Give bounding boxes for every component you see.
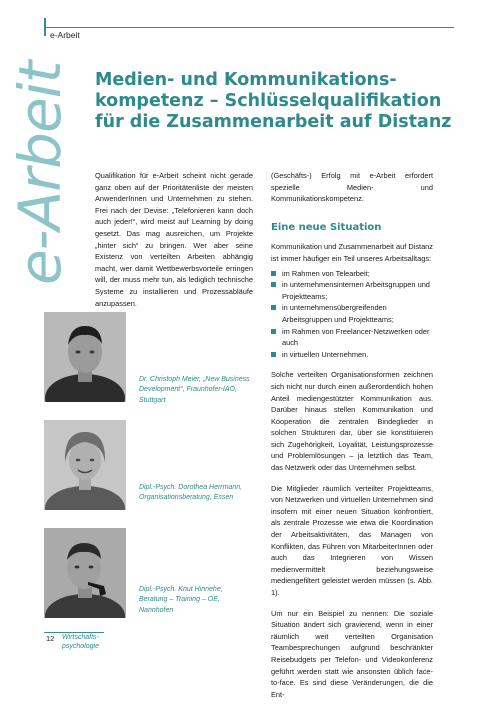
portrait-image — [44, 312, 126, 402]
author-photo-hinnehe — [44, 528, 126, 618]
intro-continuation: (Geschäfts-) Erfolg mit e-Arbeit erfordert spezielle Medien- und Kommunikationskompetenz. — [271, 171, 433, 204]
section-label: e-Arbeit — [50, 30, 80, 40]
journal-name — [62, 634, 99, 651]
left-column — [95, 170, 253, 309]
intro-paragraph: Qualifikation für e-Arbeit scheint nicht gerade ganz oben auf der Prioritätenliste der meisten AnwenderInnen und Unternehmen zu stehen. Frei nach der Devise: „Telefonieren kann doch auch jeder!“, wird meist auf Learning by doing gesetzt. Das mag ausreichen, um Projekte „hinter sich“ zu bringen. Wer aber seine Existenz von verteilten Arbeiten abhängig macht, wer damit Wettbewerbsvorteile erringen will, der muss mehr tun, als lediglich technische Systeme zu installieren und Prozessabläufe anzupassen. — [95, 171, 253, 308]
bullet-item: in unternehmensinternen Arbeitsgruppen und Projektteams; — [271, 279, 433, 302]
author-caption: Dr. Christoph Meier, „New Business Development“, Fraunhofer-IAO, Stuttgart — [139, 376, 250, 404]
portrait-image — [44, 528, 126, 618]
bullet-item: im Rahmen von Telearbeit; — [271, 268, 433, 280]
bullet-item: in virtuellen Unternehmen. — [271, 349, 433, 361]
footer-rule — [44, 632, 104, 633]
author-photo-herrmann — [44, 420, 126, 510]
right-column — [271, 170, 433, 700]
situation-paragraph: Kommunikation und Zusammenarbeit auf Distanz ist immer häufiger ein Teil unseres Arbeitsalltags: — [271, 242, 433, 263]
example-paragraph: Um nur ein Beispiel zu nennen: Die soziale Situation ändert sich gravierend, wenn in einer räumlich weit verteilten Organisation Teambesprechungen aufgrund beschränkter Reisebudgets per Telefon- und Videokonferenz geführt werden statt wie ansonsten üblich face-to-face. Es sind diese Veränderungen, die die Ent- — [271, 608, 433, 699]
author-caption: Dipl.-Psych. Dorothea Herrmann, Organisationsberatung, Essen — [139, 484, 243, 502]
article-headline: Medien- und Kommunikations-kompetenz – Schlüsselqualifikation für die Zusammenarbeit auf Distanz — [95, 70, 452, 132]
members-paragraph: Die Mitglieder räumlich verteilter Projektteams, von Netzwerken und virtuellen Unternehmen sind insofern mit einer neuen Situation konfrontiert, als zentrale Prozesse wie etwa die Koordination der Arbeitsaktivitäten, das Managen von Konflikten, das Führen von MitarbeiterInnen oder auch das Integrieren von Wissen medienvermittelt beziehungsweise mediengefiltert geleistet werden müssen (s. Abb. 1). — [271, 483, 433, 597]
header-rule — [44, 27, 454, 28]
bullet-list — [271, 268, 433, 361]
page-number: 12 — [46, 634, 55, 643]
journal-name-line2: psychologie — [62, 642, 99, 650]
side-title-vertical: e-Arbeit — [6, 61, 74, 285]
author-caption: Dipl.-Psych. Knut Hinnehe, Beratung – Training – OE, Nannhofen — [139, 586, 223, 614]
bullet-item: im Rahmen von Freelancer-Netzwerken oder auch — [271, 326, 433, 349]
journal-name-line1: Wirtschafts- — [62, 634, 99, 641]
bullet-item: in unternehmensübergreifenden Arbeitsgruppen und Projektteams; — [271, 302, 433, 325]
author-photo-meier — [44, 312, 126, 402]
portrait-image — [44, 420, 126, 510]
subheading: Eine neue Situation — [271, 221, 382, 233]
forms-paragraph: Solche verteilten Organisationsformen zeichnen sich nicht nur durch einen außerordentlich hohen Anteil mediengestützter Kommunikation aus. Darüber hinaus stellen Kommunikation und Kooperation die zentralen Bindeglieder in solchen Strukturen dar, über sie konstituieren sich Zugehörigkeit, Loyalität, Leistungsprozesse und Problemlösungen – ja letztlich das Team, das Netzwerk oder das Unternehmen selbst. — [271, 370, 433, 473]
